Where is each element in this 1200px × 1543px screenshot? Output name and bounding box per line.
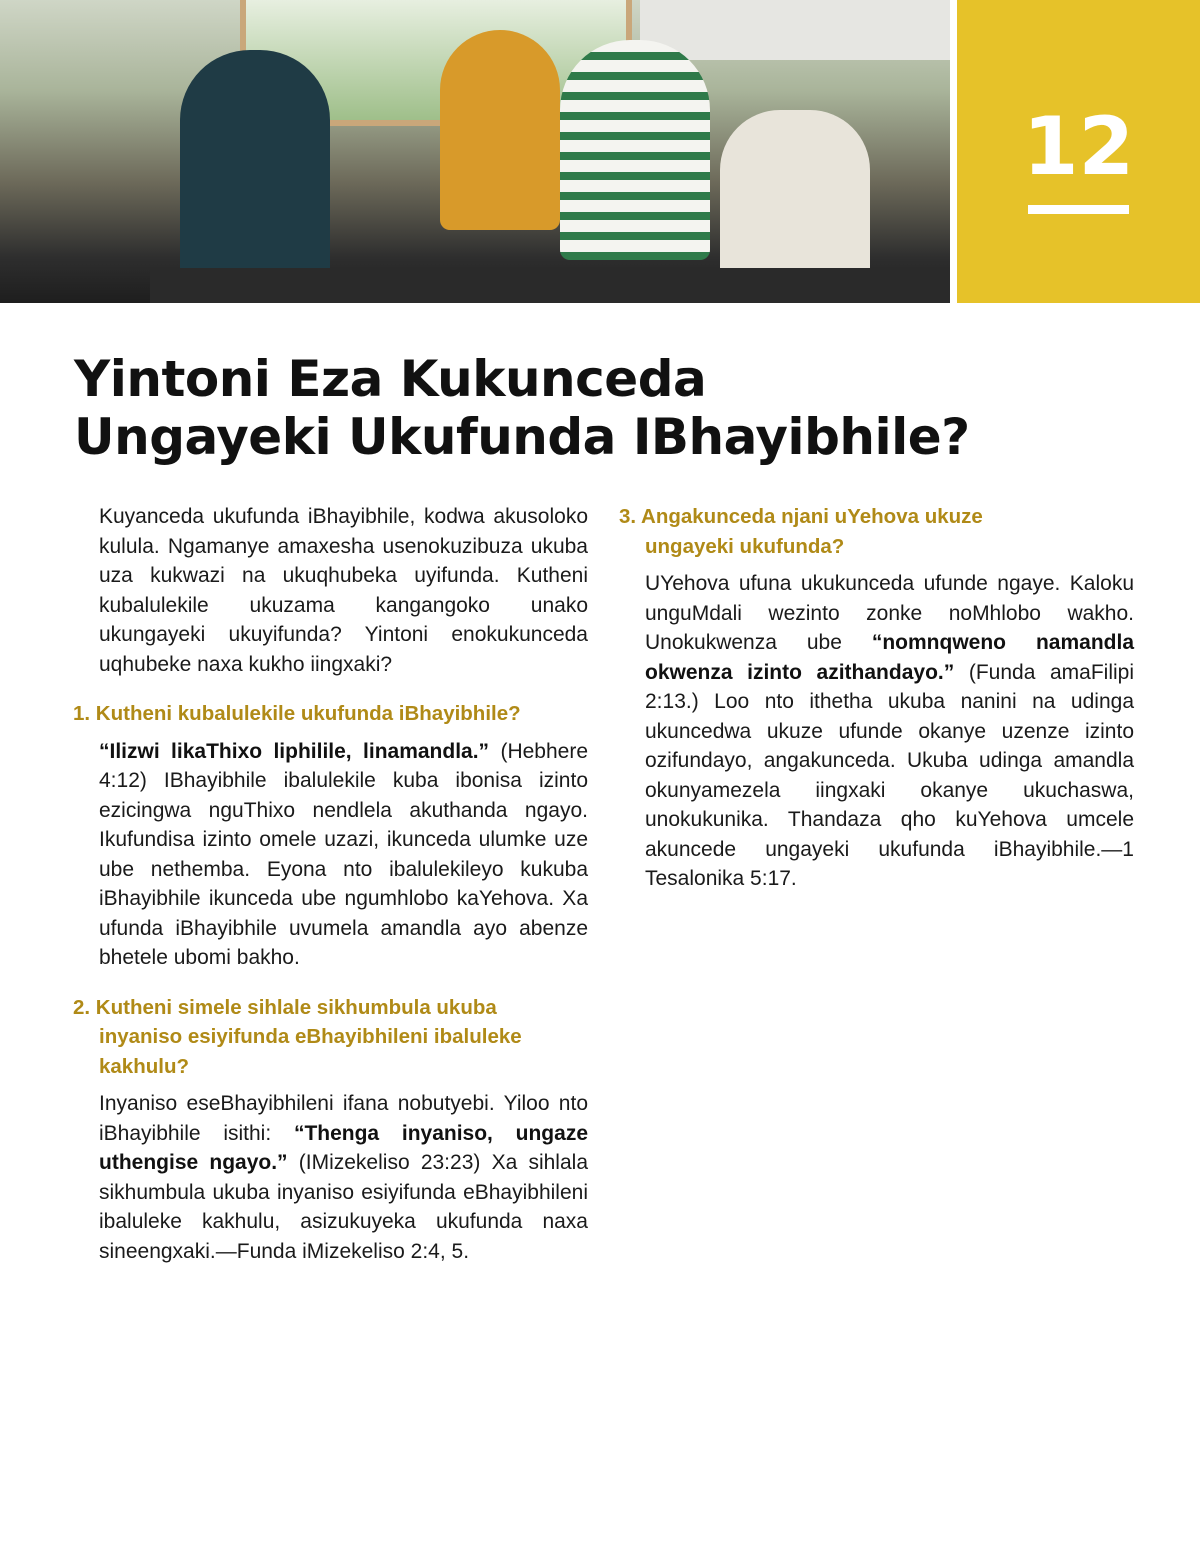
page-title	[74, 350, 970, 466]
person-boy	[720, 110, 870, 290]
section-1-text: (Hebhere 4:12) IBhayibhile ibalulekile kuba ibonisa izinto ezicingwa nguThixo nendlela akuthanda ngayo. Ikufundisa izinto omele uzazi, ikunceda ulumke uze ube nethemba. Eyona nto ibalulekileyo kukuba iBhayibhile ikunceda ube ngumhlobo kaYehova. Xa ufunda iBhayibhile uvumela amandla ayo abenze bhetele ubomi bakho.	[99, 739, 588, 969]
section-3-text: (Funda amaFilipi 2:13.) Loo nto ithetha ukuba nanini na udinga ukuncedwa ukuze ufunde okanye uzenze izinto ozifundayo, angakunceda. Ukuba udinga amandla okunyamezela iingxaki okanye ukuchaswa, unokukunika. Thandaza qho kuYehova umcele akuncede ungayeki ukufunda iBhayibhile.—1 Tesalonika 5:17.	[645, 660, 1134, 890]
section-1-quote: “Ilizwi likaThixo liphilile, linamandla.”	[99, 739, 490, 763]
title-line-1: Yintoni Eza Kukunceda	[74, 350, 707, 408]
section-1-body	[99, 737, 588, 973]
kitchen-cabinet	[640, 0, 950, 60]
left-column	[73, 502, 588, 1266]
chapter-badge	[957, 0, 1200, 303]
person-woman-striped	[560, 40, 710, 260]
chapter-number: 12	[1022, 100, 1135, 193]
header-photo	[0, 0, 950, 303]
section-3-body	[645, 569, 1134, 894]
section-2-text: (IMizekeliso 23:23) Xa sihlala sikhumbula ukuba inyaniso esiyifunda eBhayibhileni ibaluleke kakhulu, asizukuyeka ukufunda naxa sineengxaki.—Funda iMizekeliso 2:4, 5.	[99, 1151, 588, 1263]
table	[150, 268, 950, 303]
person-girl	[440, 30, 560, 230]
section-2-quote: “Thenga inyaniso, ungaze uthengise ngayo.”	[99, 1121, 588, 1174]
right-column	[619, 502, 1134, 894]
section-3-heading: 3. Angakunceda njani uYehova ukuze ungayeki ukufunda?	[619, 505, 983, 558]
title-line-2: Ungayeki Ukufunda IBhayibhile?	[74, 408, 970, 466]
section-2-body	[99, 1089, 588, 1266]
section-3-quote: “nomnqweno namandla okwenza izinto azithandayo.”	[645, 631, 1134, 684]
section-2-heading: 2. Kutheni simele sihlale sikhumbula ukuba inyaniso esiyifunda eBhayibhileni ibaluleke kakhulu?	[73, 995, 522, 1078]
chapter-underline	[1028, 205, 1129, 214]
person-woman-left	[180, 50, 330, 280]
section-2-text-pre: Inyaniso eseBhayibhileni ifana nobutyebi. Yiloo nto iBhayibhile isithi:	[99, 1092, 588, 1145]
intro-paragraph: Kuyanceda ukufunda iBhayibhile, kodwa akusoloko kulula. Ngamanye amaxesha usenokuzibuza ukuba uza kukwazi na ukuqhubeka uyifunda. Kutheni kubalulekile ukuzama kangangoko unako ukungayeki ukuyifunda? Yintoni enokukunceda uqhubeke naxa kukho iingxaki?	[99, 505, 588, 676]
section-3-text-pre: UYehova ufuna ukukunceda ufunde ngaye. Kaloku unguMdali wezinto zonke noMhlobo wakho. Unokukwenza ube	[645, 572, 1134, 654]
section-1-heading: 1. Kutheni kubalulekile ukufunda iBhayibhile?	[73, 702, 521, 725]
